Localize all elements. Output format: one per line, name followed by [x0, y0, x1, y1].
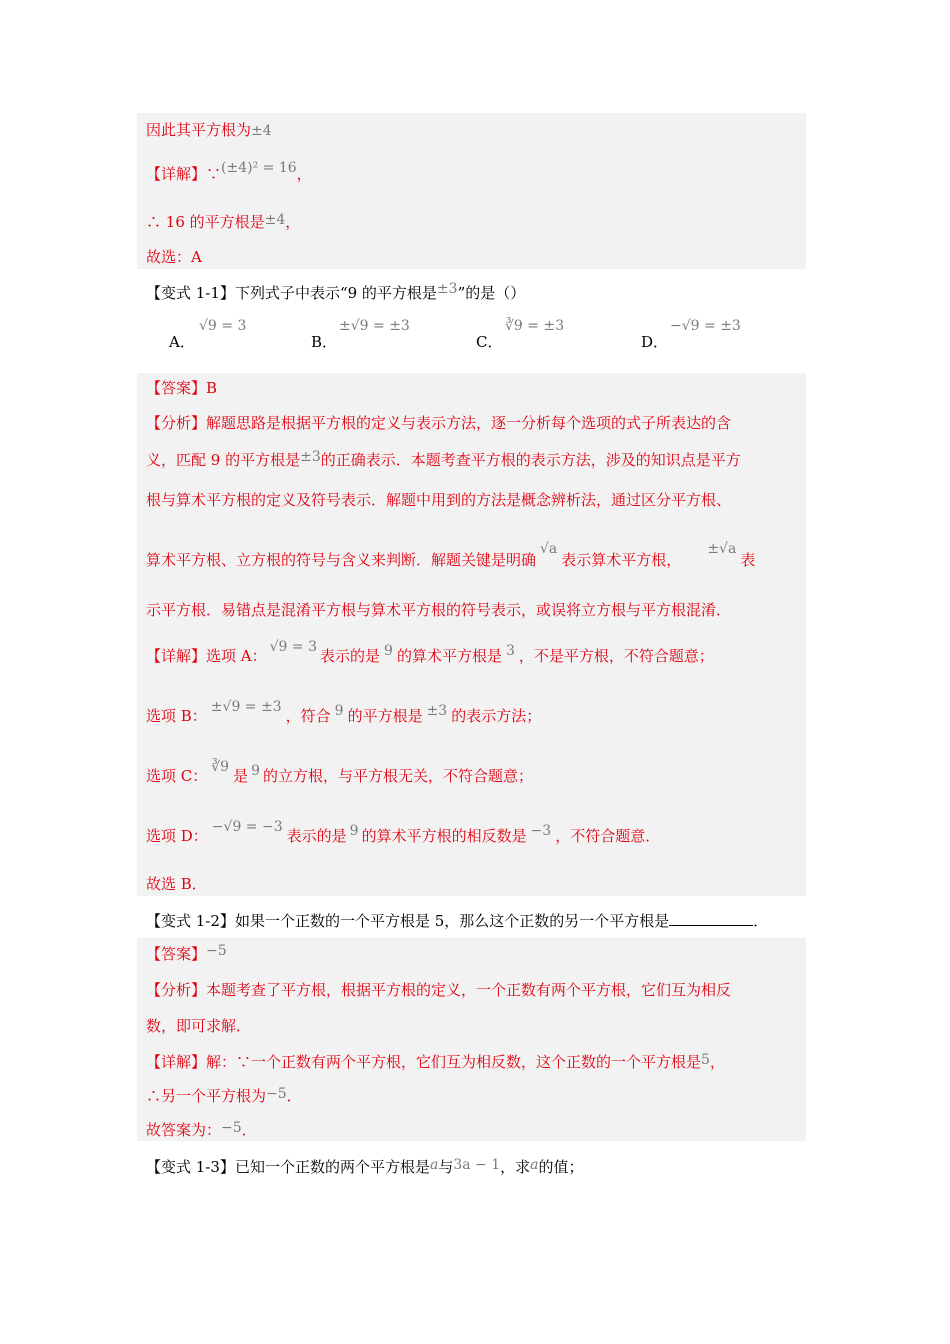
final-answer-line: [146, 1120, 257, 1141]
math: ±√9 = ±3: [210, 699, 282, 715]
text: ，: [296, 165, 312, 183]
analysis-line: [146, 980, 731, 1000]
math: 3: [505, 643, 515, 659]
answer-blank: [669, 911, 753, 926]
text: 已知一个正数的两个平方根是: [234, 1158, 430, 1176]
text: ，: [285, 213, 301, 231]
text: 根与算术平方根的定义及符号表示．解题中用到的方法是概念辨析法，通过区分平方根、: [146, 491, 732, 509]
detail-line: [146, 1052, 725, 1073]
answer-line: [146, 378, 217, 398]
math: a: [530, 1157, 539, 1173]
text: 故答案为：: [146, 1121, 222, 1139]
text: 的算术平方根是: [396, 647, 502, 665]
question-tag: 【变式 1-2】: [146, 912, 235, 930]
text: 的表示方法；: [451, 707, 542, 725]
text: ，符合: [285, 707, 331, 725]
text: 示平方根．易错点是混淆平方根与算术平方根的符号表示，或误将立方根与平方根混淆．: [146, 601, 732, 619]
option-b-label: B．: [311, 333, 338, 351]
text: 是: [233, 767, 249, 785]
analysis-line: [146, 490, 731, 510]
analysis-line: [146, 1016, 251, 1036]
detail-tag: 【详解】: [146, 1053, 207, 1071]
text: 本题考查了平方根，根据平方根的定义，一个正数有两个平方根，它们互为相反: [206, 981, 732, 999]
analysis-line: [146, 450, 741, 471]
text: 表示的是: [320, 647, 381, 665]
text: 解题思路是根据平方根的定义与表示方法，逐一分析每个选项的式子所表达的含: [206, 414, 732, 432]
question-tag: 【变式 1-3】: [146, 1158, 235, 1176]
text: ，求: [500, 1158, 531, 1176]
math: ±4: [251, 123, 272, 139]
text: ，: [709, 1053, 725, 1071]
text: ∴另一个平方根为: [146, 1087, 267, 1105]
text: 的值；: [538, 1158, 584, 1176]
text: 表示的是: [286, 827, 347, 845]
answer-tag: 【答案】: [146, 945, 207, 963]
text: 表示算术平方根，: [561, 551, 682, 569]
text: 的正确表示．本题考查平方根的表示方法，涉及的知识点是平方: [320, 451, 741, 469]
text: 选项 C：: [146, 767, 208, 785]
option-a-label: A．: [169, 333, 195, 351]
question-tag: 【变式 1-1】: [146, 284, 235, 302]
text: ．: [286, 1087, 302, 1105]
text: ”的是（）: [457, 284, 526, 302]
since-symbol: ∵: [206, 165, 222, 183]
analysis-line: [146, 413, 731, 433]
math: ±3: [426, 703, 448, 719]
math: ±4: [264, 212, 286, 228]
text: 如果一个正数的一个平方根是 5，那么这个正数的另一个平方根是: [234, 912, 670, 930]
math: √a: [540, 541, 558, 557]
math: a: [429, 1157, 439, 1173]
math: 9: [384, 643, 393, 659]
answer-line: [146, 944, 227, 965]
math: −3: [530, 823, 552, 839]
therefore-symbol: ∴: [146, 213, 162, 231]
math: ±3: [436, 281, 458, 297]
question-1-3: [146, 1157, 584, 1178]
analysis-line: [146, 541, 756, 571]
answer-value: B: [206, 379, 218, 397]
math: 9: [349, 823, 359, 839]
text: 故选 B．: [146, 875, 207, 893]
detail-line: [146, 639, 714, 667]
math: ±3: [300, 449, 321, 465]
math: −5: [221, 1120, 242, 1136]
text: ，不符合题意．: [555, 827, 661, 845]
text: 下列式子中表示“9 的平方根是: [234, 284, 437, 302]
text: 的平方根是: [347, 707, 423, 725]
math: (±4)² = 16: [221, 160, 297, 176]
math: 5: [701, 1052, 710, 1068]
math: √9 = 3: [269, 639, 317, 655]
text: 与: [438, 1158, 454, 1176]
analysis-line: [146, 600, 731, 620]
choice-line: [146, 874, 207, 894]
answer-tag: 【答案】: [146, 379, 207, 397]
text: 义，匹配 9 的平方根是: [146, 451, 301, 469]
math: −5: [266, 1086, 287, 1102]
text: 的算术平方根的相反数是: [361, 827, 527, 845]
math: −√9 = −3: [211, 819, 283, 835]
option-a-math: √9 = 3: [199, 318, 247, 334]
text: 选项 B：: [146, 707, 207, 725]
detail-line: [146, 819, 661, 847]
text: 16 的平方根是: [161, 213, 265, 231]
text: ，不是平方根，不符合题意；: [518, 647, 714, 665]
option-d-math: −√9 = ±3: [670, 318, 741, 334]
analysis-tag: 【分析】: [146, 981, 207, 999]
detail-line: [146, 1086, 302, 1107]
question-1-1: [146, 283, 525, 304]
choice-line: [146, 247, 202, 267]
text: ．: [753, 912, 769, 930]
text: 表: [740, 551, 756, 569]
math: 9: [334, 703, 344, 719]
text: 算术平方根、立方根的符号与含义来判断．解题关键是明确: [146, 551, 537, 569]
text: 选项 A：: [206, 647, 267, 665]
analysis-tag: 【分析】: [146, 414, 207, 432]
question-1-2: [146, 911, 768, 931]
text: 的立方根，与平方根无关，不符合题意；: [263, 767, 534, 785]
text: 因此其平方根为: [146, 121, 252, 139]
option-b-math: ±√9 = ±3: [339, 318, 410, 334]
answer-value: −5: [206, 943, 227, 959]
option-c-math: ∛9 = ±3: [505, 318, 565, 334]
text: 解：∵一个正数有两个平方根，它们互为相反数，这个正数的一个平方根是: [206, 1053, 702, 1071]
detail-line: [146, 759, 534, 787]
text: 数，即可求解．: [146, 1017, 252, 1035]
option-d-label: D．: [641, 333, 669, 351]
text: 选项 D：: [146, 827, 208, 845]
detail-line: [146, 160, 312, 185]
solution-line: [146, 120, 272, 141]
detail-tag: 【详解】: [146, 647, 207, 665]
text: 故选：A: [146, 248, 202, 266]
math: 9: [251, 763, 261, 779]
math: ±√a: [707, 541, 737, 557]
detail-line: [146, 699, 542, 727]
solution-block-3: [137, 938, 806, 1141]
math: 3a − 1: [453, 1157, 501, 1173]
option-c-label: C．: [476, 333, 503, 351]
math: ∛9: [211, 759, 230, 775]
text: ．: [241, 1121, 257, 1139]
detail-tag: 【详解】: [146, 165, 207, 183]
solution-line: [146, 212, 300, 233]
